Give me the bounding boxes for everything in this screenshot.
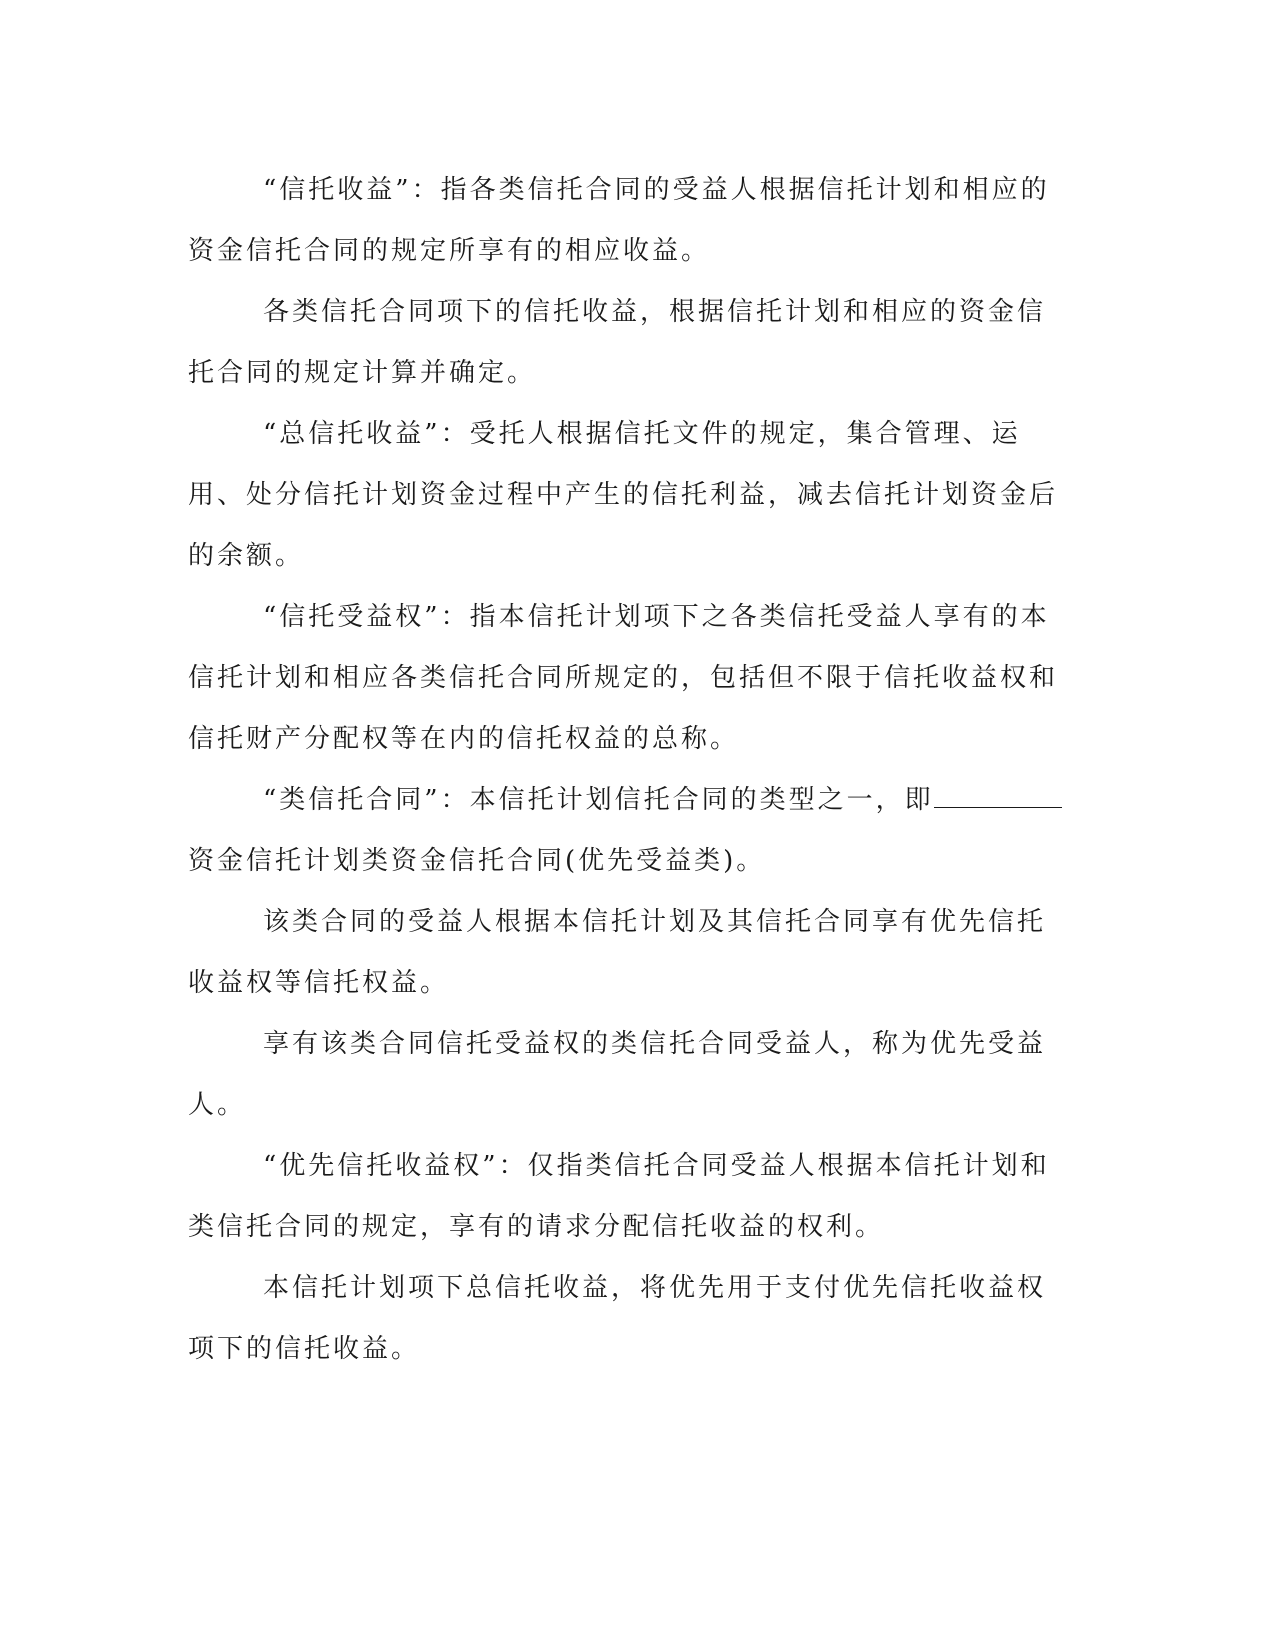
paragraph-beneficiary-rights: 该类合同的受益人根据本信托计划及其信托合同享有优先信托收益权等信托权益。	[188, 907, 1047, 998]
type-contract-text-after-blank: 资金信托计划类资金信托合同(优先受益类)。	[188, 846, 766, 876]
fill-in-blank-line	[934, 785, 1062, 808]
paragraph-priority-trust-income-right: “优先信托收益权”：仅指类信托合同受益人根据本信托计划和类信托合同的规定，享有的请求分配信托收益的权利。	[188, 1151, 1050, 1242]
paragraph-total-income-priority: 本信托计划项下总信托收益，将优先用于支付优先信托收益权项下的信托收益。	[188, 1273, 1047, 1364]
paragraph-trust-income-calculation: 各类信托合同项下的信托收益，根据信托计划和相应的资金信托合同的规定计算并确定。	[188, 297, 1047, 388]
paragraph-total-trust-income: “总信托收益”：受托人根据信托文件的规定，集合管理、运用、处分信托计划资金过程中产生的信托利益，减去信托计划资金后的余额。	[188, 419, 1059, 571]
type-contract-text-before-blank: “类信托合同”：本信托计划信托合同的类型之一，即	[263, 785, 934, 815]
paragraph-trust-income: “信托收益”：指各类信托合同的受益人根据信托计划和相应的资金信托合同的规定所享有的相应收益。	[188, 175, 1050, 266]
paragraph-trust-beneficial-right: “信托受益权”：指本信托计划项下之各类信托受益人享有的本信托计划和相应各类信托合同所规定的，包括但不限于信托收益权和信托财产分配权等在内的信托权益的总称。	[188, 602, 1059, 754]
paragraph-type-trust-contract	[188, 770, 1073, 892]
paragraph-priority-beneficiary: 享有该类合同信托受益权的类信托合同受益人，称为优先受益人。	[188, 1029, 1047, 1120]
document-body	[188, 160, 1073, 1380]
